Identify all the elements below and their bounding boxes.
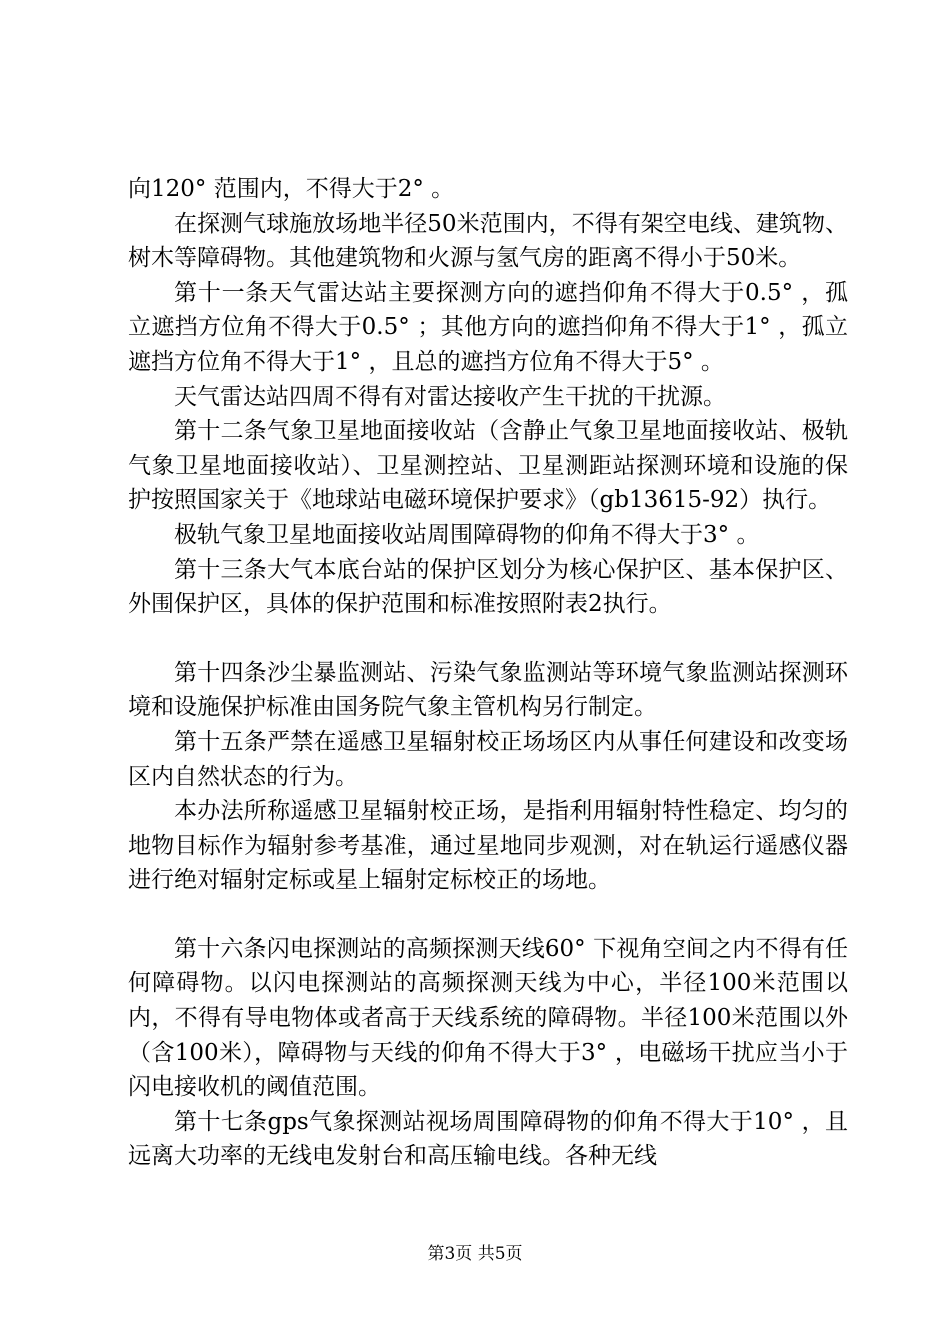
document-body bbox=[128, 172, 848, 1174]
paragraph-continued: 向120° 范围内，不得大于2° 。 bbox=[128, 176, 455, 202]
paragraph: 在探测气球施放场地半径50米范围内，不得有架空电线、建筑物、树木等障碍物。其他建筑物和火源与氢气房的距离不得小于50米。 bbox=[128, 210, 848, 272]
page-footer bbox=[0, 1242, 950, 1266]
paragraph-article-11: 第十一条天气雷达站主要探测方向的遮挡仰角不得大于0.5° ，孤立遮挡方位角不得大于0.5° ；其他方向的遮挡仰角不得大于1° ，孤立遮挡方位角不得大于1° ，且总的遮挡方位角不得大于5° 。 bbox=[128, 279, 848, 375]
paragraph-article-13: 第十三条大气本底台站的保护区划分为核心保护区、基本保护区、外围保护区，具体的保护范围和标准按照附表2执行。 bbox=[128, 556, 848, 618]
paragraph-article-17: 第十七条gps气象探测站视场周围障碍物的仰角不得大于10° ，且远离大功率的无线电发射台和高压输电线。各种无线 bbox=[128, 1108, 848, 1170]
paragraph-article-16: 第十六条闪电探测站的高频探测天线60° 下视角空间之内不得有任何障碍物。以闪电探测站的高频探测天线为中心，半径100米范围以内，不得有导电物体或者高于天线系统的障碍物。半径100米范围以外（含100米），障碍物与天线的仰角不得大于3° ，电磁场干扰应当小于闪电接收机的阈值范围。 bbox=[128, 935, 848, 1101]
paragraph-article-15: 第十五条严禁在遥感卫星辐射校正场场区内从事任何建设和改变场区内自然状态的行为。 bbox=[128, 728, 848, 790]
page-number: 第3页 共5页 bbox=[427, 1244, 523, 1264]
paragraph: 极轨气象卫星地面接收站周围障碍物的仰角不得大于3° 。 bbox=[174, 521, 760, 548]
paragraph-article-14: 第十四条沙尘暴监测站、污染气象监测站等环境气象监测站探测环境和设施保护标准由国务院气象主管机构另行制定。 bbox=[128, 659, 848, 721]
paragraph: 天气雷达站四周不得有对雷达接收产生干扰的干扰源。 bbox=[174, 383, 726, 410]
paragraph-article-12: 第十二条气象卫星地面接收站（含静止气象卫星地面接收站、极轨气象卫星地面接收站）、卫星测控站、卫星测距站探测环境和设施的保护按照国家关于《地球站电磁环境保护要求》（gb13615-92）执行。 bbox=[128, 418, 848, 514]
paragraph: 本办法所称遥感卫星辐射校正场，是指利用辐射特性稳定、均匀的地物目标作为辐射参考基准，通过星地同步观测，对在轨运行遥感仪器进行绝对辐射定标或星上辐射定标校正的场地。 bbox=[128, 798, 848, 894]
